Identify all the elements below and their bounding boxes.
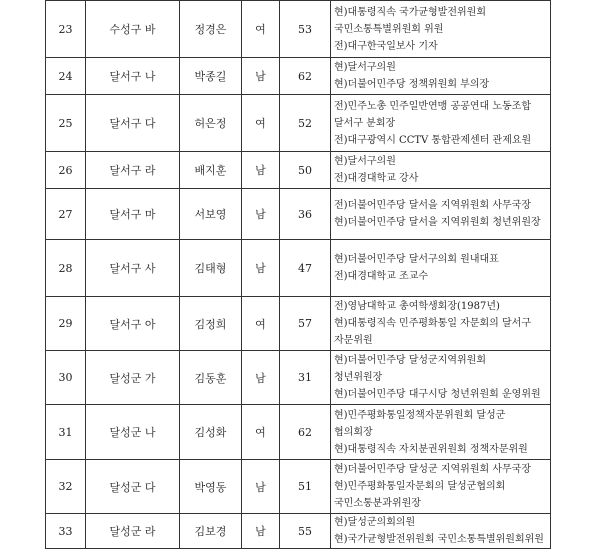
career-cell (331, 1, 551, 58)
district-cell: 달서구 다 (86, 95, 180, 152)
table-row (46, 58, 551, 95)
age-cell: 53 (280, 1, 331, 58)
career-line: 전)민주노총 민주일반연맹 공공연대 노동조합 (334, 100, 531, 112)
career-cell (331, 351, 551, 405)
row-number: 28 (46, 240, 86, 297)
candidate-name-cell: 정경은 (180, 1, 242, 58)
age-cell: 36 (280, 189, 331, 240)
row-number: 25 (46, 95, 86, 152)
row-number: 30 (46, 351, 86, 405)
sex-cell: 여 (242, 405, 280, 460)
career-line: 전)대경대학교 조교수 (334, 271, 429, 282)
career-cell (331, 152, 551, 189)
career-line: 전)대경대학교 강사 (334, 173, 419, 184)
career-line: 현)달서구의원 (334, 62, 396, 73)
district-cell: 달성군 나 (86, 405, 180, 460)
row-number: 33 (46, 514, 86, 549)
career-line: 현)더불어민주당 달서을 지역위원회 청년위원장 (334, 217, 541, 228)
district-cell: 수성구 바 (86, 1, 180, 58)
table-row (46, 405, 551, 460)
career-line: 현)달성군의회의원 (334, 517, 416, 528)
career-cell (331, 405, 551, 460)
age-cell: 55 (280, 514, 331, 549)
age-cell: 57 (280, 297, 331, 351)
sex-cell: 여 (242, 95, 280, 152)
career-line: 전)영남대학교 총여학생회장(1987년) (334, 301, 500, 312)
sex-cell: 남 (242, 514, 280, 549)
career-line: 현)민주평화통일정책자문위원회 달성군 (334, 409, 506, 421)
career-line: 자문위원 (334, 335, 373, 346)
candidate-name-cell: 김정희 (180, 297, 242, 351)
sex-cell: 남 (242, 189, 280, 240)
row-number: 24 (46, 58, 86, 95)
row-number: 23 (46, 1, 86, 58)
candidate-name-cell: 배지훈 (180, 152, 242, 189)
career-cell (331, 189, 551, 240)
career-line: 현)더불어민주당 달성군 지역위원회 사무국장 (334, 464, 531, 475)
table-row (46, 189, 551, 240)
career-line: 현)대통령직속 국가균형발전위원회 (334, 6, 486, 18)
career-cell (331, 514, 551, 549)
career-line: 전)대구한국일보사 기자 (334, 40, 438, 52)
career-line: 현)대통령직속 민주평화통일 자문회의 달서구 (334, 318, 531, 329)
candidate-name-cell: 박종길 (180, 58, 242, 95)
career-cell (331, 240, 551, 297)
sex-cell: 남 (242, 58, 280, 95)
table-row (46, 95, 551, 152)
sex-cell: 남 (242, 351, 280, 405)
age-cell: 50 (280, 152, 331, 189)
table-row (46, 240, 551, 297)
career-line: 현)대통령직속 자치분권위원회 정책자문위원 (334, 443, 528, 455)
career-line: 청년위원장 (334, 372, 383, 383)
candidate-name-cell: 허은정 (180, 95, 242, 152)
district-cell: 달성군 라 (86, 514, 180, 549)
candidate-table (45, 0, 551, 549)
career-line: 현)더불어민주당 정책위원회 부의장 (334, 79, 490, 90)
row-number: 26 (46, 152, 86, 189)
candidate-name-cell: 서보영 (180, 189, 242, 240)
district-cell: 달서구 나 (86, 58, 180, 95)
sex-cell: 여 (242, 1, 280, 58)
career-line: 현)민주평화통일자문회의 달성군협의회 (334, 481, 506, 492)
career-line: 전)대구광역시 CCTV 통합관제센터 관제요원 (334, 134, 532, 146)
age-cell: 47 (280, 240, 331, 297)
career-cell (331, 58, 551, 95)
row-number: 27 (46, 189, 86, 240)
table-row (46, 514, 551, 549)
career-line: 현)더불어민주당 달서구의회 원내대표 (334, 254, 499, 265)
table-row (46, 297, 551, 351)
candidate-name-cell: 김동훈 (180, 351, 242, 405)
sex-cell: 남 (242, 240, 280, 297)
career-line: 현)더불어민주당 대구시당 청년위원회 운영위원 (334, 389, 541, 400)
row-number: 31 (46, 405, 86, 460)
career-line: 협의회장 (334, 426, 373, 438)
career-cell (331, 297, 551, 351)
candidate-name-cell: 김보경 (180, 514, 242, 549)
career-line: 달서구 분회장 (334, 117, 396, 129)
career-line: 국민소통분과위원장 (334, 498, 421, 509)
age-cell: 62 (280, 58, 331, 95)
row-number: 29 (46, 297, 86, 351)
candidate-name-cell: 김성화 (180, 405, 242, 460)
candidate-name-cell: 박영동 (180, 460, 242, 514)
career-line: 현)국가균형발전위원회 국민소통특별위원회위원 (334, 534, 544, 545)
career-cell (331, 95, 551, 152)
row-number: 32 (46, 460, 86, 514)
district-cell: 달서구 마 (86, 189, 180, 240)
district-cell: 달서구 사 (86, 240, 180, 297)
career-line: 현)더불어민주당 달성군지역위원회 (334, 355, 486, 366)
sex-cell: 남 (242, 152, 280, 189)
age-cell: 62 (280, 405, 331, 460)
table-row (46, 351, 551, 405)
age-cell: 52 (280, 95, 331, 152)
sex-cell: 남 (242, 460, 280, 514)
age-cell: 51 (280, 460, 331, 514)
sex-cell: 여 (242, 297, 280, 351)
age-cell: 31 (280, 351, 331, 405)
career-line: 전)더불어민주당 달서을 지역위원회 사무국장 (334, 200, 531, 211)
career-cell (331, 460, 551, 514)
district-cell: 달서구 라 (86, 152, 180, 189)
candidate-name-cell: 김태형 (180, 240, 242, 297)
career-line: 현)달서구의원 (334, 156, 396, 167)
table-row (46, 1, 551, 58)
candidate-table-body (46, 1, 551, 549)
district-cell: 달성군 가 (86, 351, 180, 405)
career-line: 국민소통특별위원회 위원 (334, 23, 444, 35)
district-cell: 달서구 아 (86, 297, 180, 351)
district-cell: 달성군 다 (86, 460, 180, 514)
table-row (46, 460, 551, 514)
table-row (46, 152, 551, 189)
